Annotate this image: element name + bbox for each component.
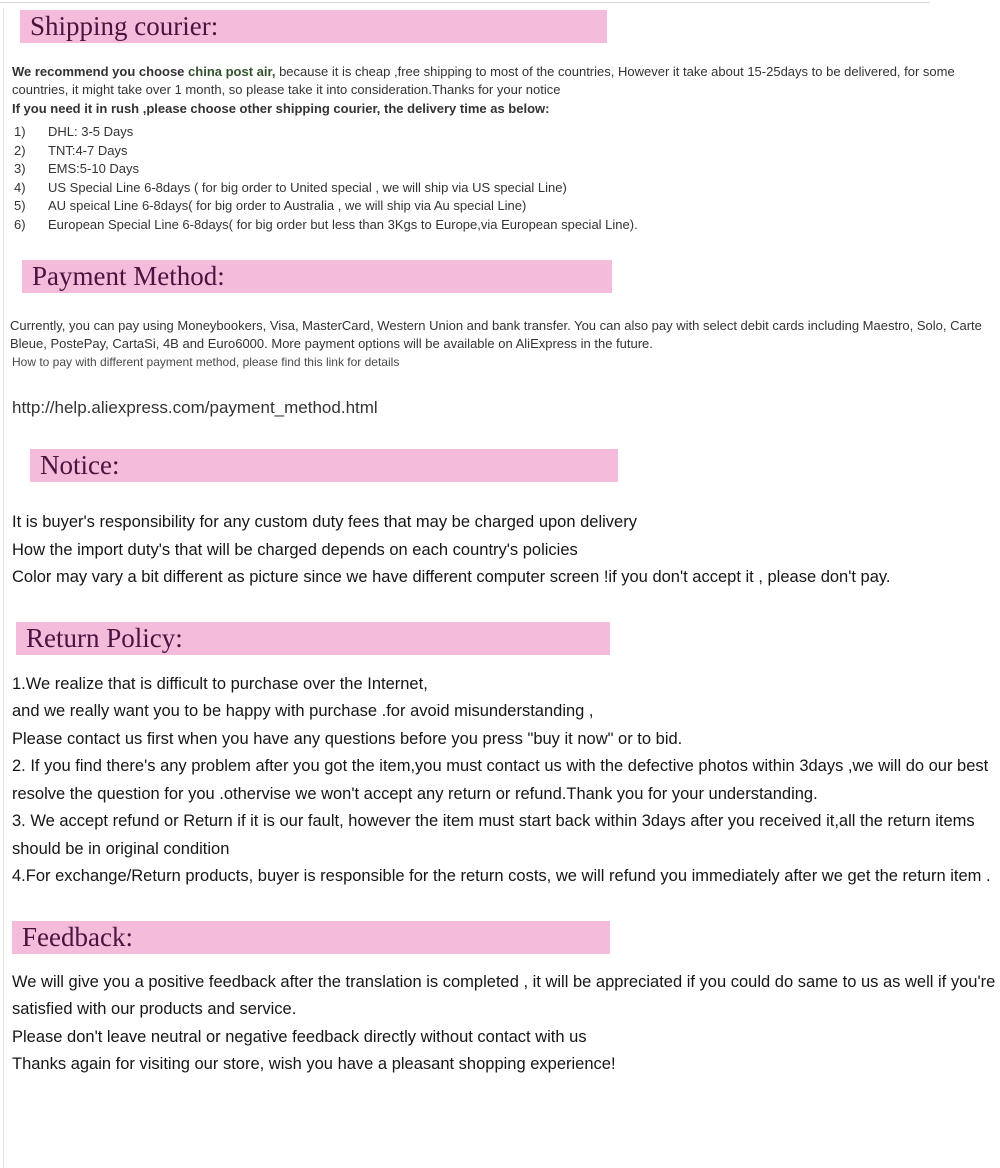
shipping-intro-china-post: china post air, <box>188 64 276 79</box>
notice-line: Color may vary a bit different as picture since we have different computer screen !if you don't accept it , please don't pay. <box>12 568 891 586</box>
courier-item-number: 5) <box>14 198 26 213</box>
courier-list-item <box>14 123 1000 142</box>
courier-item-text: AU speical Line 6-8days( for big order to Australia , we will ship via Au special Line) <box>48 198 527 213</box>
shipping-rush-line: If you need it in rush ,please choose other shipping courier, the delivery time as below: <box>12 101 550 116</box>
courier-item-number: 2) <box>14 142 26 158</box>
shipping-courier-header <box>20 10 607 43</box>
courier-list-item <box>14 197 1000 216</box>
courier-item-number: 1) <box>14 124 26 139</box>
return-policy-line: Please contact us first when you have any questions before you press "buy it now" or to bid. <box>12 729 683 748</box>
return-policy-line: 4.For exchange/Return products, buyer is responsible for the return costs, we will refund you immediately after we get the return item . <box>12 867 991 885</box>
feedback-title: Feedback: <box>22 921 133 952</box>
return-policy-line: 1.We realize that is difficult to purchase over the Internet, <box>12 674 428 693</box>
feedback-body <box>12 969 997 1079</box>
feedback-line: Please don't leave neutral or negative feedback directly without contact with us <box>12 1027 587 1046</box>
courier-item-text: US Special Line 6-8days ( for big order to United special , we will ship via US special Line) <box>48 179 567 195</box>
return-policy-title: Return Policy: <box>26 622 183 653</box>
courier-item-text: European Special Line 6-8days( for big order but less than 3Kgs to Europe,via European special Line). <box>48 216 638 232</box>
return-policy-body <box>12 671 997 891</box>
feedback-line: Thanks again for visiting our store, wish you have a pleasant shopping experience! <box>12 1055 616 1073</box>
courier-list-item <box>14 216 1000 235</box>
courier-item-number: 3) <box>14 161 26 176</box>
courier-list-item <box>14 179 1000 198</box>
payment-paragraph: Currently, you can pay using Moneybookers, Visa, MasterCard, Western Union and bank transfer. You can also pay with select debit cards including Maestro, Solo, Carte Bleue, PostePay, CartaSi, 4B and Euro6000. More payment options will be available on AliExpress in the future. <box>10 318 982 351</box>
top-divider <box>0 2 930 3</box>
courier-item-number: 4) <box>14 179 26 195</box>
return-policy-line: 3. We accept refund or Return if it is our fault, however the item must start back within 3days after you received it,all the return items should be in original condition <box>12 812 975 858</box>
return-policy-line: and we really want you to be happy with purchase .for avoid misunderstanding , <box>12 702 594 720</box>
courier-item-text: TNT:4-7 Days <box>48 142 128 158</box>
shipping-courier-title: Shipping courier: <box>30 11 219 41</box>
payment-howto-line: How to pay with different payment method, please find this link for details <box>12 355 400 369</box>
left-border <box>3 8 4 1168</box>
shipping-intro-rest: because it is cheap ,free shipping to most of the countries, However it take about 15-25days to be delivered, for some countries, it might take over 1 month, so please take it into consideration.Thanks for your notice <box>12 64 955 97</box>
notice-title: Notice: <box>40 450 120 480</box>
courier-list <box>14 123 1000 234</box>
payment-method-title: Payment Method: <box>32 261 225 291</box>
courier-item-text: EMS:5-10 Days <box>48 161 140 176</box>
shipping-intro-bold: We recommend you choose <box>12 64 189 79</box>
shipping-intro-paragraph <box>12 63 992 99</box>
notice-body <box>12 509 997 592</box>
return-policy-line: 2. If you find there's any problem after you got the item,you must contact us with the defective photos within 3days ,we will do our best resolve the question for you .othervise we won't accept any return or refund.Thank you for your understanding. <box>12 757 989 803</box>
courier-item-number: 6) <box>14 216 26 232</box>
payment-help-link[interactable]: http://help.aliexpress.com/payment_method.html <box>12 398 378 417</box>
feedback-line: We will give you a positive feedback after the translation is completed , it will be appreciated if you could do same to us as well if you're satisfied with our products and service. <box>12 972 996 1018</box>
return-policy-header <box>16 622 610 655</box>
notice-line: It is buyer's responsibility for any custom duty fees that may be charged upon delivery <box>12 513 637 531</box>
courier-item-text: DHL: 3-5 Days <box>48 124 134 139</box>
payment-method-header <box>22 260 612 293</box>
notice-header <box>30 449 618 482</box>
feedback-header <box>12 921 610 954</box>
notice-line: How the import duty's that will be charged depends on each country's policies <box>12 540 578 559</box>
courier-list-item <box>14 160 1000 179</box>
courier-list-item <box>14 142 1000 161</box>
